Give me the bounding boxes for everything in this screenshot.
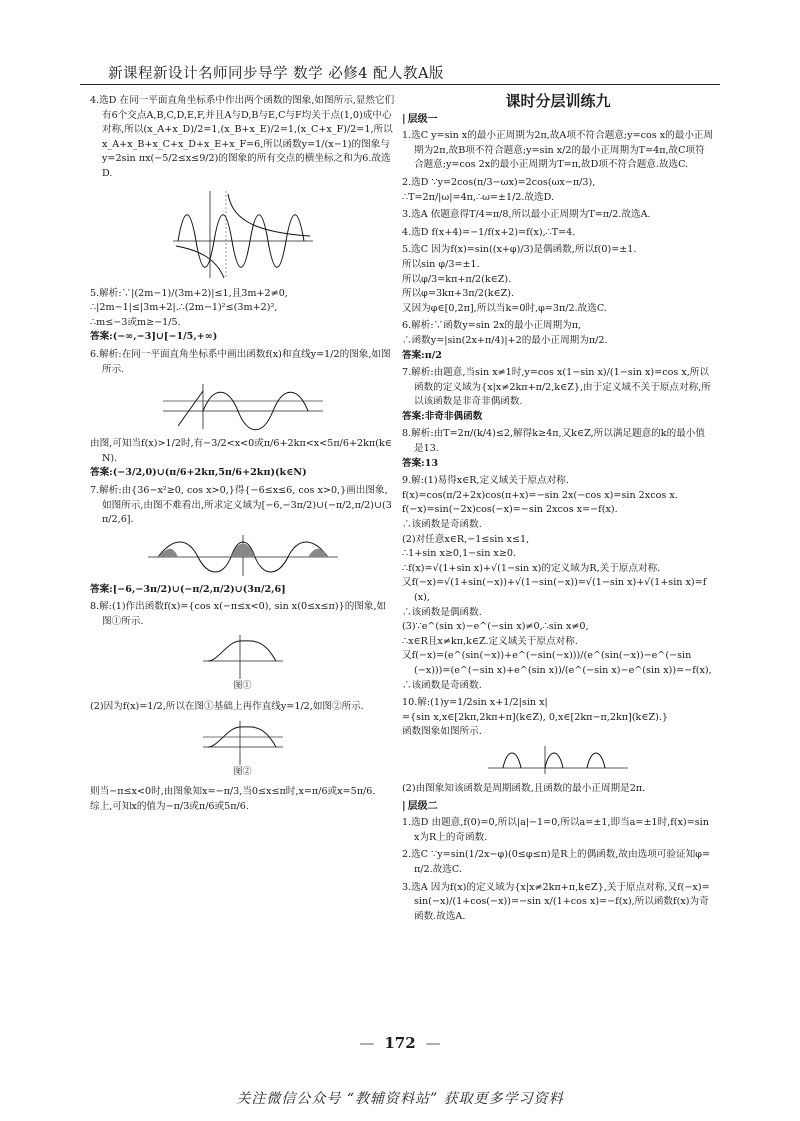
answer-line: ∴f(x)=√(1+sin x)+√(1−sin x)的定义域为R,关于原点对称. xyxy=(402,562,661,574)
answer-item xyxy=(402,848,714,877)
answer-line: ∴1+sin x≥0,1−sin x≥0. xyxy=(402,548,517,560)
answer-line: ∴m≤−3或m≥−1/5. xyxy=(90,316,181,328)
answer-line: 由图,可知当f(x)>1/2时,有−3/2<x<0或π/6+2kπ<x<5π/6+2kπ(k∈N). xyxy=(90,438,392,464)
answer-line: 7.解析:由{36−x²≥0, cos x>0,}得{−6≤x≤6, cos x>0,}画出图象,如图所示,由图不难看出,所求定义域为[−6,−3π/2)∪(−π/2,π/2)∪(3π/2,6]. xyxy=(90,484,392,526)
answer-item xyxy=(402,816,714,845)
page-number-text: 172 xyxy=(384,1034,416,1052)
answer-item xyxy=(402,366,714,424)
answer-line: (2)因为f(x)=1/2,所以在图①基础上再作直线y=1/2,如图②所示. xyxy=(90,701,364,713)
answer-line: ∴函数y=|sin(2x+π/4)|+2的最小正周期为π/2. xyxy=(402,334,608,346)
answer-line: 1.选C y=sin x的最小正周期为2π,故A项不符合题意;y=cos x的最小正周期为2π,故B项不符合题意;y=sin x/2的最小正周期为T=4π,故C项符合题意;y=cos 2x的最小正周期为T=π,故D项不符合题意.故选C. xyxy=(402,130,714,171)
answer-item xyxy=(402,782,714,797)
divider: — xyxy=(359,1034,375,1052)
answer-line: (2)由图象知该函数是周期函数,且函数的最小正周期是2π. xyxy=(402,782,646,794)
answer-item xyxy=(90,94,395,182)
answer-item xyxy=(90,437,395,481)
answer-line: 4.选D f(x+4)=−1/f(x+2)=f(x),∴T=4. xyxy=(402,226,576,238)
answer-line: 答案:[−6,−3π/2)∪(−π/2,π/2)∪(3π/2,6] xyxy=(90,583,286,595)
answer-line: 7.解析:由题意,当sin x≠1时,y=cos x(1−sin x)/(1−sin x)=cos x,所以函数的定义域为{x|x≠2kπ+π/2,k∈Z},由于定义域不关于原点对称,所以该函数是非奇非偶函数. xyxy=(402,367,711,408)
figure-caption: 图② xyxy=(233,766,252,777)
answer-line: 答案:(−3/2,0)∪(π/6+2kπ,5π/6+2kπ)(k∈N) xyxy=(90,467,307,479)
answer-line: 3.选A 因为f(x)的定义域为{x|x≠2kπ+π,k∈Z},关于原点对称,又f(−x)=sin(−x)/(1+cos(−x))=−sin x/(1+cos x)=−f(x),所以函数f(x)为奇函数.故选A. xyxy=(402,881,710,922)
answer-line: 8.解析:由T=2π/(k/4)≤2,解得k≥4π,又k∈Z,所以满足题意的k的最小值是13. xyxy=(402,428,705,455)
answer-item xyxy=(402,176,714,205)
answer-line: 答案:非奇非偶函数 xyxy=(402,410,483,422)
answer-item xyxy=(90,785,395,814)
section-title: 课时分层训练九 xyxy=(505,92,611,110)
figure-domain xyxy=(90,532,395,577)
answer-item xyxy=(90,484,395,528)
header-title: 新课程新设计名师同步导学 数学 必修4 配人教A版 xyxy=(108,66,445,82)
answer-line: f(−x)=sin(−2x)cos(−x)=−sin 2xcos x=−f(x). xyxy=(402,504,618,516)
answer-item xyxy=(90,348,395,377)
figure-1 xyxy=(90,633,395,694)
answer-line: 答案:(−∞,−3]∪[−1/5,+∞) xyxy=(90,331,218,343)
footer-watermark: 关注微信公众号 “教辅资料站” 获取更多学习资料 xyxy=(236,1091,564,1107)
figure-caption: 图① xyxy=(233,681,252,692)
left-column xyxy=(90,94,395,817)
answer-item xyxy=(402,427,714,471)
answer-item xyxy=(402,474,714,693)
answer-line: 则当−π≤x<0时,由图象知x=−π/3,当0≤x≤π时,x=π/6或x=5π/6. xyxy=(90,786,376,798)
answer-line: 又f(−x)=√(1+sin(−x))+√(1−sin(−x))=√(1−sin x)+√(1+sin x)=f(x), xyxy=(402,577,707,603)
answer-item xyxy=(90,287,395,345)
answer-item xyxy=(90,600,395,629)
answer-line: 所以sin φ/3=±1. xyxy=(402,258,480,270)
tier-label: | 层级二 xyxy=(402,800,714,815)
answer-line: ∴该函数是偶函数. xyxy=(402,606,482,618)
answer-item xyxy=(402,243,714,316)
answer-line: 综上,可知x的值为−π/3或π/6或5π/6. xyxy=(90,800,249,812)
answer-line: 答案:π/2 xyxy=(402,349,442,361)
answer-item xyxy=(402,208,714,223)
answer-line: f(x)=cos(π/2+2x)cos(π+x)=−sin 2x(−cos x)=sin 2xcos x. xyxy=(402,489,678,501)
answer-line: (3)∵e^(sin x)−e^(−sin x)≠0,∴sin x≠0, xyxy=(402,621,589,633)
answer-line: 6.解析:在同一平面直角坐标系中画出函数f(x)和直线y=1/2的图象,如图所示. xyxy=(90,348,391,375)
running-header xyxy=(80,58,720,85)
divider: — xyxy=(425,1034,441,1052)
answer-line: ∴T=2π/|ω|=4π,∴ω=±1/2.故选D. xyxy=(402,191,555,203)
answer-item xyxy=(90,700,395,715)
figure-sine-hyperbola xyxy=(90,186,395,281)
answer-line: 2.选C ∵y=sin(1/2x−φ)(0≤φ≤π)是R上的偶函数,故由选项可验证知φ=π/2.故选C. xyxy=(402,849,710,875)
answer-line: (2)对任意x∈R,−1≤sin x≤1, xyxy=(402,533,530,545)
page-number xyxy=(0,1034,800,1052)
answer-line: 8.解:(1)作出函数f(x)={cos x(−π≤x<0), sin x(0≤x≤π)}的图象,如图①所示. xyxy=(90,601,387,627)
answer-item xyxy=(402,129,714,173)
answer-line: 又f(−x)=(e^(sin(−x))+e^(−sin(−x)))/(e^(sin(−x))−e^(−sin(−x)))=(e^(−sin x)+e^(sin x))/(e^(−sin x)−e^(sin x))=−f(x), xyxy=(402,650,712,676)
answer-line: 1.选D 由题意,f(0)=0,所以|a|−1=0,所以a=±1,即当a=±1时,f(x)=sin x为R上的奇函数. xyxy=(402,817,709,843)
answer-item xyxy=(90,583,395,598)
figure-half-sine xyxy=(402,744,714,776)
answer-line: 2.选D ∵y=2cos(π/3−ωx)=2cos(ωx−π/3), xyxy=(402,176,596,188)
answer-line: ∴该函数是奇函数. xyxy=(402,519,482,531)
answer-line: ∴|2m−1|≤|3m+2|.∴(2m−1)²≤(3m+2)², xyxy=(90,302,278,314)
answer-line: 所以φ=3kπ+3π/2(k∈Z). xyxy=(402,288,515,300)
answer-item xyxy=(402,226,714,241)
answer-line: 6.解析:∵函数y=sin 2x的最小正周期为π, xyxy=(402,320,582,332)
answer-item xyxy=(402,696,714,740)
answer-line: 答案:13 xyxy=(402,457,439,469)
tier-label: | 层级一 xyxy=(402,113,714,128)
figure-2 xyxy=(90,719,395,780)
answer-line: ∴x∈R且x≠kπ,k∈Z.定义域关于原点对称. xyxy=(402,635,578,647)
answer-item xyxy=(402,881,714,925)
answer-line: ={sin x,x∈[2kπ,2kπ+π](k∈Z), 0,x∈[2kπ−π,2kπ](k∈Z).} xyxy=(402,711,669,723)
answer-line: 又因为φ∈[0,2π],所以当k=0时,φ=3π/2.故选C. xyxy=(402,302,607,314)
answer-line: 9.解:(1)易得x∈R,定义域关于原点对称. xyxy=(402,475,569,487)
answer-line: 5.选C 因为f(x)=sin((x+φ)/3)是偶函数,所以f(0)=±1. xyxy=(402,244,637,256)
answer-line: ∴该函数是奇函数. xyxy=(402,679,482,691)
answer-item xyxy=(402,319,714,363)
figure-fx-line xyxy=(90,381,395,431)
answer-line: 所以φ/3=kπ+π/2(k∈Z). xyxy=(402,273,512,285)
answer-line: 5.解析:∵|(2m−1)/(3m+2)|≤1,且3m+2≠0, xyxy=(90,287,288,299)
answer-line: 3.选A 依题意得T/4=π/8,所以最小正周期为T=π/2.故选A. xyxy=(402,209,651,221)
answer-line: 函数图象如图所示. xyxy=(402,726,482,738)
answer-line: 10.解:(1)y=1/2sin x+1/2|sin x| xyxy=(402,697,548,709)
right-column xyxy=(402,94,714,927)
answer-line: 4.选D 在同一平面直角坐标系中作出两个函数的图象,如图所示,显然它们有6个交点A,B,C,D,E,F,并且A与D,B与E,C与F均关于点(1,0)成中心对称,所以(x_A+x_D)/2=1,(x_B+x_E)/2=1,(x_C+x_F)/2=1,所以x_A+x_B+x_C+x_D+x_E+x_F=6,所以函数y=1/(x−1)的图象与y=2sin πx(−5/2≤x≤9/2)的图象的所有交点的横坐标之和为6.故选D. xyxy=(90,95,395,179)
